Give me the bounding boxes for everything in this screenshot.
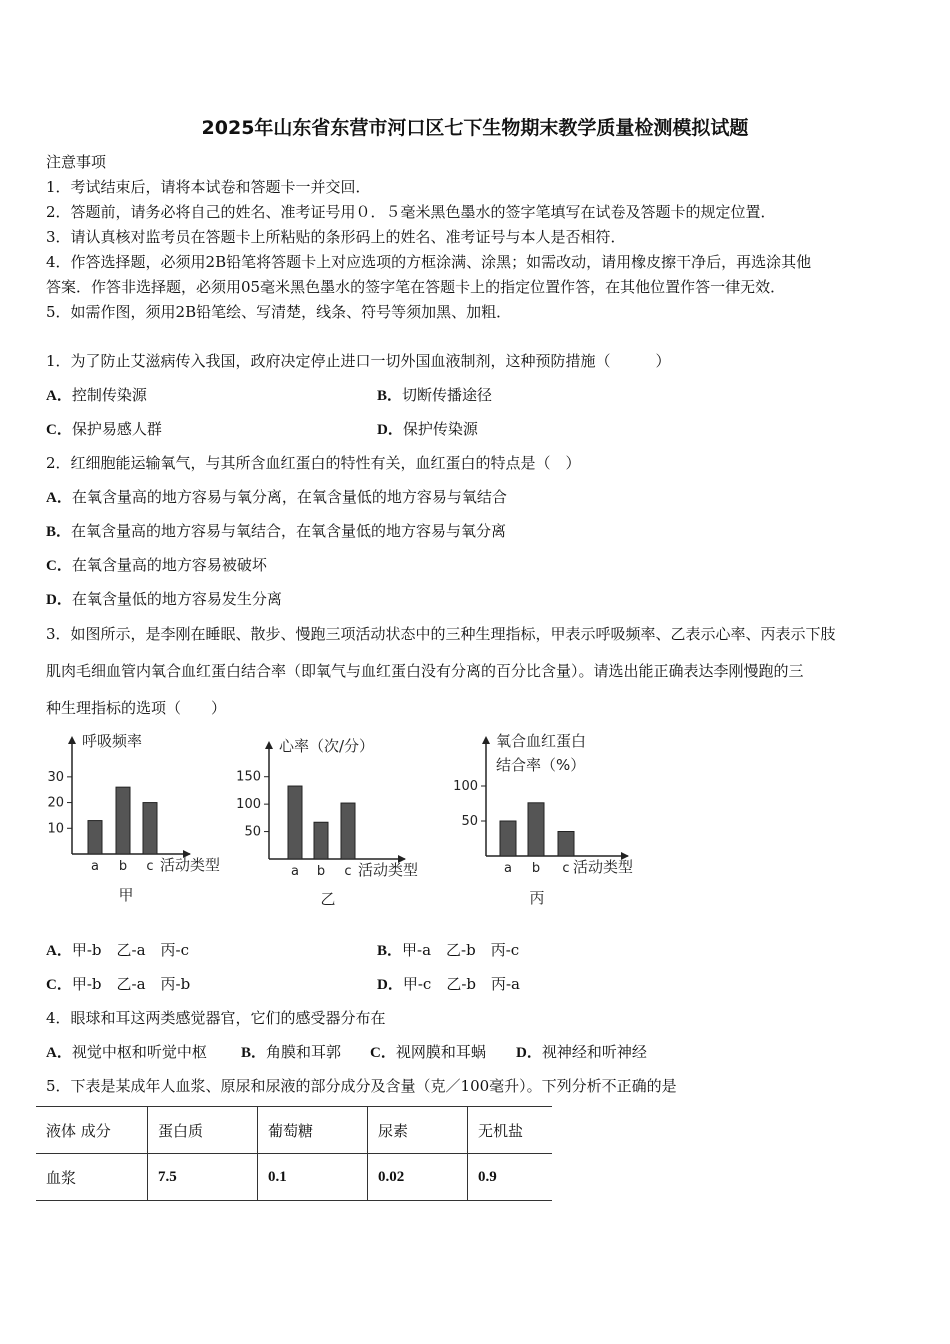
x-tick-label: b: [531, 861, 541, 876]
y-axis-label: 氧合血红蛋白: [496, 732, 587, 750]
x-tick-label: a: [291, 864, 299, 879]
table-cell: 7.5: [148, 1154, 258, 1201]
y-tick-label: 100: [453, 779, 478, 794]
q4-stem: 4．眼球和耳这两类感觉器官，它们的感受器分布在: [46, 1009, 386, 1027]
bar-c: [341, 803, 355, 859]
table-cell: 血浆: [36, 1154, 148, 1201]
q2-stem: 2．红细胞能运输氧气，与其所含血红蛋白的特性有关，血红蛋白的特点是（ ）: [46, 454, 581, 472]
bar-b: [116, 787, 130, 854]
table-header-cell: 无机盐: [468, 1107, 553, 1154]
x-axis-label: 活动类型: [358, 861, 419, 879]
chart-caption: 甲: [118, 886, 134, 904]
chart-yi: [225, 733, 440, 913]
table-cell: 0.1: [258, 1154, 368, 1201]
x-tick-label: a: [91, 859, 99, 874]
chart-caption: 乙: [320, 890, 336, 908]
y-axis-label: 心率（次/分）: [279, 737, 375, 755]
table-header-cell: 尿素: [368, 1107, 468, 1154]
q3-option-d[interactable]: D．甲-c 乙-b 丙-a: [377, 975, 520, 993]
q1-stem: 1．为了防止艾滋病传入我国，政府决定停止进口一切外国血液制剂，这种预防措施（ ）: [46, 352, 671, 370]
q4-option-b[interactable]: B．角膜和耳郭: [241, 1043, 342, 1061]
table-header-row: [36, 1107, 552, 1154]
composition-table: [36, 1106, 552, 1201]
y-tick-label: 50: [461, 814, 478, 829]
q5-stem: 5．下表是某成年人血浆、原尿和尿液的部分成分及含量（克／100毫升）。下列分析不正确的是: [46, 1077, 677, 1095]
x-tick-label: c: [562, 861, 570, 876]
x-tick-label: b: [118, 859, 128, 874]
q1-option-b[interactable]: B．切断传播途径: [377, 386, 493, 404]
bar-c: [558, 832, 574, 857]
bar-a: [288, 786, 302, 859]
y-tick-label: 20: [47, 795, 64, 811]
table-row: [36, 1154, 552, 1201]
page-title: 2025年山东省东营市河口区七下生物期末教学质量检测模拟试题: [201, 117, 749, 139]
x-tick-label: b: [316, 864, 326, 879]
q4-option-d[interactable]: D．视神经和听神经: [516, 1043, 647, 1061]
q4-option-c[interactable]: C．视网膜和耳蜗: [370, 1043, 486, 1061]
y-axis-label-line2: 结合率（%）: [496, 756, 586, 774]
x-axis-label: 活动类型: [160, 856, 221, 874]
x-axis-label: 活动类型: [573, 858, 634, 876]
q3-stem-line: 肌肉毛细血管内氧合血红蛋白结合率（即氧气与血红蛋白没有分离的百分比含量）。请选出能正确表达李刚慢跑的三: [46, 662, 804, 680]
notice-item: 1．考试结束后，请将本试卷和答题卡一并交回．: [46, 178, 371, 196]
chart-caption: 丙: [529, 889, 545, 907]
q2-option-d[interactable]: D．在氧含量低的地方容易发生分离: [46, 590, 282, 608]
table-header-cell: 葡萄糖: [258, 1107, 368, 1154]
bar-a: [88, 821, 102, 854]
q3-option-b[interactable]: B．甲-a 乙-b 丙-c: [377, 941, 520, 959]
bar-a: [500, 821, 516, 856]
table-header-cell: 液体 成分: [36, 1107, 148, 1154]
chart-bing: [445, 728, 660, 913]
y-tick-label: 50: [244, 824, 261, 840]
notice-item: 2．答题前，请务必将自己的姓名、准考证号用０．５毫米黑色墨水的签字笔填写在试卷及答题卡的规定位置．: [46, 203, 776, 221]
q2-option-b[interactable]: B．在氧含量高的地方容易与氧结合，在氧含量低的地方容易与氧分离: [46, 522, 507, 540]
x-tick-label: c: [344, 864, 352, 879]
x-tick-label: a: [504, 861, 512, 876]
q3-option-c[interactable]: C．甲-b 乙-a 丙-b: [46, 975, 191, 993]
y-axis-arrow: [265, 741, 273, 749]
q2-option-c[interactable]: C．在氧含量高的地方容易被破坏: [46, 556, 267, 574]
chart-jia: [40, 726, 240, 911]
y-tick-label: 100: [236, 797, 261, 813]
notice-item: 答案．作答非选择题，必须用05毫米黑色墨水的签字笔在答题卡上的指定位置作答，在其他位置作答一律无效．: [46, 278, 786, 296]
x-tick-label: c: [146, 859, 154, 874]
q3-stem-line: 3．如图所示，是李刚在睡眠、散步、慢跑三项活动状态中的三种生理指标，甲表示呼吸频率、乙表示心率、丙表示下肢: [46, 625, 836, 643]
table-cell: 0.9: [468, 1154, 553, 1201]
q1-option-c[interactable]: C．保护易感人群: [46, 420, 162, 438]
table-header-cell: 蛋白质: [148, 1107, 258, 1154]
notice-item: 5．如需作图，须用2B铅笔绘、写清楚，线条、符号等须加黑、加粗．: [46, 303, 512, 321]
y-tick-label: 30: [47, 769, 64, 785]
notice-item: 3．请认真核对监考员在答题卡上所粘贴的条形码上的姓名、准考证号与本人是否相符．: [46, 228, 626, 246]
q2-option-a[interactable]: A．在氧含量高的地方容易与氧分离，在氧含量低的地方容易与氧结合: [46, 488, 507, 506]
bar-b: [528, 803, 544, 856]
notice-item: 4．作答选择题，必须用2B铅笔将答题卡上对应选项的方框涂满、涂黑；如需改动，请用橡皮擦干净后，再选涂其他: [46, 253, 812, 271]
q3-stem-line: 种生理指标的选项（ ）: [46, 699, 227, 717]
y-axis-arrow: [482, 736, 490, 744]
y-axis-label: 呼吸频率: [82, 732, 143, 750]
y-tick-label: 10: [47, 821, 64, 837]
q1-option-d[interactable]: D．保护传染源: [377, 420, 478, 438]
q3-option-a[interactable]: A．甲-b 乙-a 丙-c: [46, 941, 189, 959]
bar-b: [314, 822, 328, 859]
bar-c: [143, 803, 157, 854]
table-cell: 0.02: [368, 1154, 468, 1201]
q4-option-a[interactable]: A．视觉中枢和听觉中枢: [46, 1043, 207, 1061]
notice-heading: 注意事项: [46, 153, 107, 171]
q1-option-a[interactable]: A．控制传染源: [46, 386, 147, 404]
y-axis-arrow: [68, 736, 76, 744]
y-tick-label: 150: [236, 769, 261, 785]
